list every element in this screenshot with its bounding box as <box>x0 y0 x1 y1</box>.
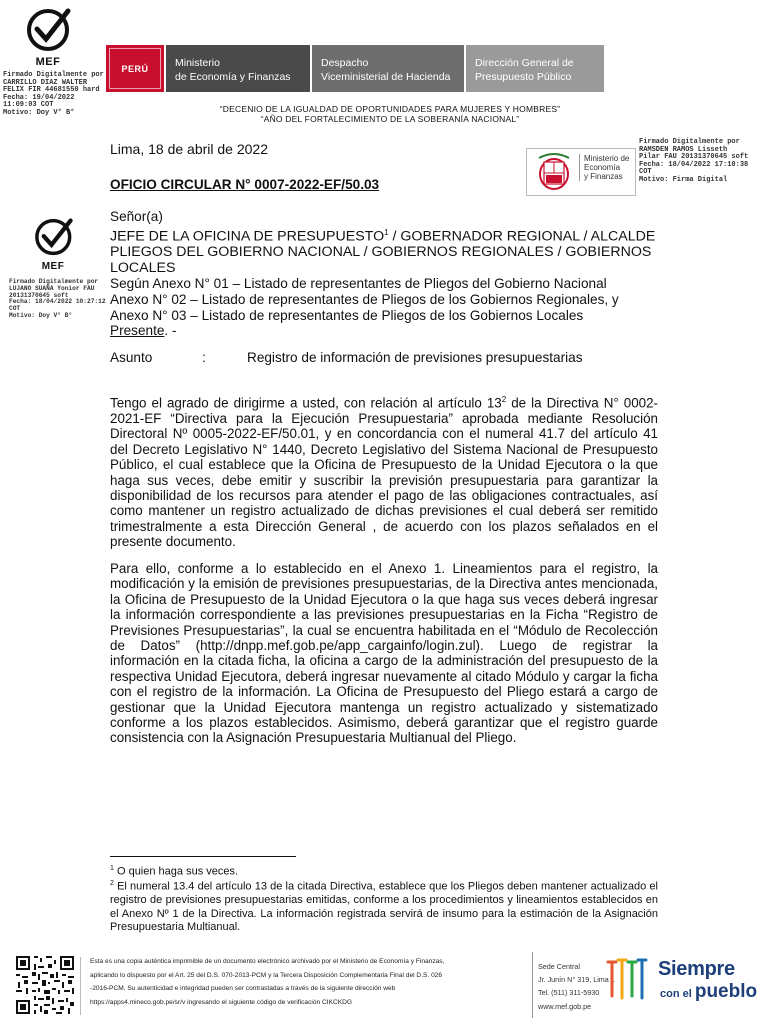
paragraph-2: Para ello, conforme a lo establecido en el Anexo 1. Lineamientos para el registro, la modificación y la emisión de previsiones presupuestarias, de la Directiva antes mencionada, la Oficina de Presupuesto de la Unidad Ejecutora o la que haga sus veces deberá ingresar la información correspondiente a las previsiones presupuestarias en la Ficha “Registro de Previsiones Presupuestarias”, la cual se encuentra habilitada en el “Módulo de Recolección de Datos” (http://dnpp.mef.gob.pe/app_cargainfo/login.zul). Luego de registrar la información en la citada ficha, la oficina a cargo de la administración del presupuesto de la respectiva Unidad Ejecutora, deberá ingresar nuevamente al citado Módulo y cargar la ficha con el registro de la información. La Oficina de Presupuesto del Pliego estará a cargo de gestionar que la Unidad Ejecutora mantenga un registro actualizado y sistematizado conforme a los plazos establecidos. Asimismo, deberá garantizar que el registro guarde consistencia con la Asignación Presupuestaria Multianual del Pliego. <box>110 561 658 746</box>
ministry-block <box>166 45 310 92</box>
signature-line: Fecha: 18/04/2022 10:27:12 <box>9 298 106 306</box>
signature-line: CARRILLO DIAZ WALTER <box>3 78 88 87</box>
footnote-ref-2: 2 <box>501 395 507 404</box>
recipient-line1 <box>110 225 660 245</box>
ministry-line1: Ministerio <box>175 57 220 69</box>
decenio-heading <box>110 104 670 124</box>
signature-line: 11:09:03 COT <box>3 101 54 109</box>
signature-line: Firmado Digitalmente por <box>639 138 740 146</box>
signature-line: Pilar FAU 20131370645 soft <box>639 153 749 161</box>
signature-line: RAMSDEN RAMOS Lisseth <box>639 145 728 154</box>
footer-divider <box>532 952 533 1018</box>
signature-line: Fecha: 19/04/2022 <box>3 93 75 102</box>
brand-line1: Siempre <box>658 958 735 980</box>
presente: Presente <box>110 323 165 339</box>
siempre-pueblo-logo <box>606 950 756 1016</box>
people-figures-icon <box>606 954 652 1004</box>
despacho-line1: Despacho <box>321 57 369 69</box>
brand-line2-b: pueblo <box>694 981 758 1002</box>
decenio-line2: “AÑO DEL FORTALECIMIENTO DE LA SOBERANÍA NACIONAL” <box>260 114 520 124</box>
signature-line: Motivo: Doy V° B° <box>3 108 75 117</box>
asunto-label: Asunto <box>110 350 153 365</box>
signature-line: COT <box>9 305 21 313</box>
recipient-block <box>110 209 660 339</box>
signature-block-left-second <box>9 279 109 320</box>
signature-line: Firmado Digitalmente por <box>3 71 104 79</box>
despacho-block <box>312 45 464 92</box>
paragraph-1-a: Tengo el agrado de dirigirme a usted, con relación al artículo 13 <box>110 395 502 411</box>
signature-block-right <box>639 139 767 184</box>
footnote-2-num: 2 <box>110 880 114 887</box>
mef-footer-logo <box>80 957 87 1015</box>
verification-text <box>90 955 520 1009</box>
signature-block-left-top <box>3 72 107 117</box>
peru-flag-block <box>106 45 164 92</box>
footnote-2 <box>110 877 658 935</box>
paragraph-1-b: de la Directiva N° 0002-2021-EF “Directiva para la Ejecución Presupuestaria” aprobada mediante Resolución Directoral Nº 0005-2022-EF/50.01, y en concordancia con el numeral 41.7 del artículo 41 del Decreto Legislativo N° 1440, Decreto Legislativo del Sistema Nacional de Presupuesto Público, el cual establece que la Oficina de Presupuesto de la Unidad Ejecutora o la que haga sus veces, debe emitir y suscribir la previsión presupuestaria para garantizar la disponibilidad de los recursos para atender el pago de las obligaciones contractuales, así como mantener un registro actualizado de dichas previsiones el cual deberá ser remitido trimestralmente a esta Dirección General , de acuerdo con los plazos señalados en el presente documento. <box>110 395 658 550</box>
footnote-1-num: 1 <box>110 865 114 872</box>
footnote-2-text: El numeral 13.4 del artículo 13 de la citada Directiva, establece que los Pliegos deben mantener actualizado el registro de previsiones presupuestarias emitidas, conforme a los procedimientos y lineamientos establecidos en el Anexo Nº 1 de la Directiva. La información registrada servirá de insumo para la estimación de la Asignación Presupuestaria Multianual. <box>110 880 658 934</box>
direccion-line2: Presupuesto Público <box>475 71 572 83</box>
presente-line <box>110 323 660 339</box>
signature-line: Firmado Digitalmente por <box>9 278 99 285</box>
recipient-line1-b: / GOBERNADOR REGIONAL / ALCALDE <box>388 228 656 245</box>
letter-date: Lima, 18 de abril de 2022 <box>110 141 268 157</box>
footnote-1-text: O quien haga sus veces. <box>113 865 239 878</box>
ministry-seal-stamp <box>526 148 636 196</box>
sede-address-line: Jr. Junín N° 319, Lima 1 <box>538 975 615 985</box>
signature-line: Fecha: 18/04/2022 17:10:38 <box>639 160 749 169</box>
stamp-line1: Ministerio de <box>584 154 630 163</box>
anexo-1: Según Anexo N° 01 – Listado de representantes de Pliegos del Gobierno Nacional <box>110 276 607 292</box>
salutation: Señor(a) <box>110 209 163 224</box>
peru-coat-of-arms-icon <box>531 150 577 194</box>
signature-line: COT <box>639 168 652 176</box>
signature-line: LUJANO SUAÑA Yonior FAU <box>9 284 95 292</box>
footnote-ref-1: 1 <box>384 227 389 237</box>
qr-code <box>14 954 76 1016</box>
recipient-line2: PLIEGOS DEL GOBIERNO NACIONAL / GOBIERNOS REGIONALES / GOBIERNOS <box>110 244 652 261</box>
verify-line2: aplicando lo dispuesto por el Art. 25 del D.S. 070-2013-PCM y la Tercera Disposición Complementaria Final del D.S. 026 <box>90 971 443 979</box>
signature-line: Motivo: Doy V° B° <box>9 311 73 319</box>
stamp-line2: Economía <box>584 163 621 172</box>
signature-line: 20131370645 soft <box>9 291 69 299</box>
asunto-colon: : <box>202 350 206 365</box>
sede-phone: Tel. (511) 311-5930 <box>538 988 600 998</box>
verify-line1: Esta es una copia auténtica imprimible de un documento electrónico archivado por el Ministerio de Economía y Finanzas, <box>90 958 445 965</box>
presente-suffix: . - <box>164 323 177 339</box>
recipient-line3: LOCALES <box>110 260 176 277</box>
sede-web[interactable]: www.mef.gob.pe <box>538 1001 592 1011</box>
brand-line2 <box>660 981 757 1003</box>
decenio-line1: “DECENIO DE LA IGUALDAD DE OPORTUNIDADES PARA MUJERES Y HOMBRES” <box>219 104 561 114</box>
sede-label: Sede Central <box>538 962 580 971</box>
direccion-line1: Dirección General de <box>475 57 574 69</box>
asunto-text: Registro de información de previsiones presupuestarias <box>247 350 583 365</box>
verify-line4: https://apps4.mineco.gob.pe/sr/v ingresando el siguiente código de verificación CIKCKDG <box>90 998 353 1006</box>
ministry-line2: de Economía y Finanzas <box>175 71 291 83</box>
qr-code-icon <box>14 954 76 1016</box>
peru-label: PERÚ <box>121 63 149 74</box>
paragraph-1 <box>110 392 658 550</box>
verify-line3: -2016-PCM. Su autenticidad e integridad pueden ser contrastadas a través de la siguiente dirección web <box>90 985 396 992</box>
signature-line: Motivo: Firma Digital <box>639 175 728 184</box>
stamp-line3: y Finanzas <box>584 172 623 181</box>
mef-check-icon <box>30 218 80 256</box>
oficio-number: OFICIO CIRCULAR N° 0007-2022-EF/50.03 <box>110 177 380 192</box>
mef-check-icon <box>22 8 78 52</box>
despacho-line2: Viceministerial de Hacienda <box>321 71 451 83</box>
mef-logo-label: MEF <box>41 261 65 272</box>
signature-line: FELIX FIR 44681550 hard <box>3 86 100 94</box>
anexo-3: Anexo N° 03 – Listado de representantes de Pliegos de los Gobiernos Locales <box>110 307 584 323</box>
mef-logo-second <box>30 218 80 270</box>
recipient-line1-a: JEFE DE LA OFICINA DE PRESUPUESTO <box>110 228 385 245</box>
mef-logo-top <box>22 8 78 66</box>
footnote-separator <box>110 856 296 857</box>
mef-logo-label: MEF <box>35 56 61 68</box>
brand-line2-a: con el <box>660 988 695 1000</box>
direccion-block <box>466 45 604 92</box>
anexo-2: Anexo N° 02 – Listado de representantes de Pliegos de los Gobiernos Regionales, y <box>110 291 619 307</box>
